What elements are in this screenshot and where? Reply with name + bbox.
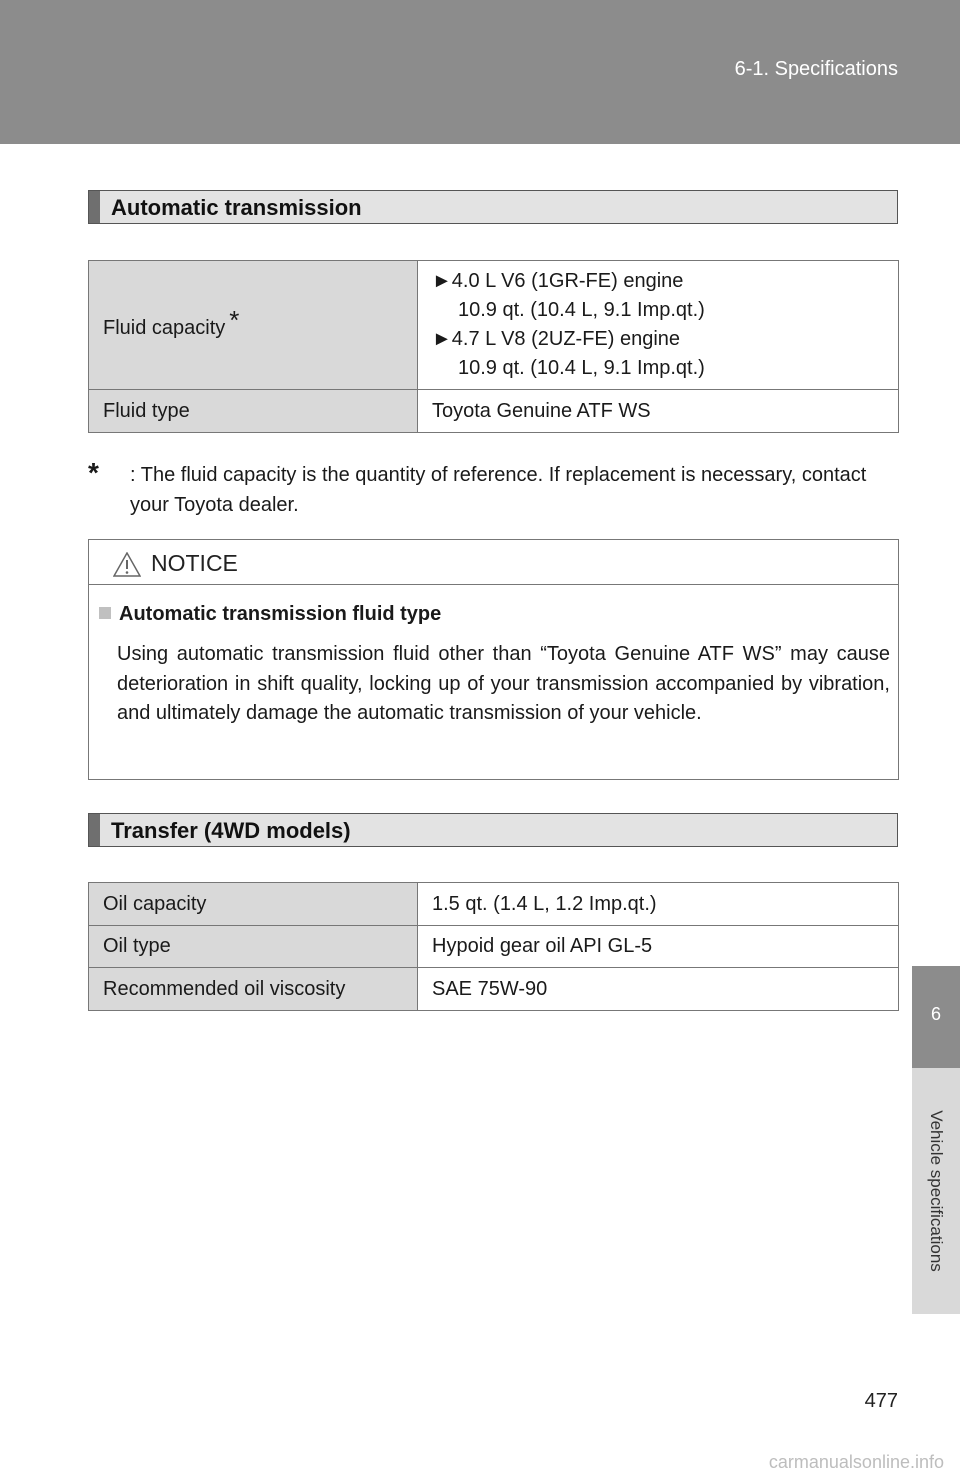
spec-line: ►4.0 L V6 (1GR-FE) engine (432, 270, 684, 292)
table-cell-label: Oil capacity (89, 883, 418, 926)
section-title: Transfer (4WD models) (111, 818, 351, 843)
table-row (89, 390, 899, 433)
table-cell-value (418, 261, 899, 390)
notice-label: NOTICE (151, 550, 238, 576)
notice-box (88, 539, 899, 780)
table-cell-label: Fluid type (89, 390, 418, 433)
notice-header (89, 540, 898, 585)
footnote-mark: * (229, 304, 240, 335)
warning-triangle-icon (113, 552, 141, 577)
spec-line: 10.9 qt. (10.4 L, 9.1 Imp.qt.) (458, 299, 705, 321)
automatic-transmission-table (88, 260, 899, 433)
page-number: 477 (864, 1390, 898, 1412)
notice-subheading (99, 603, 441, 626)
table-cell-label: Recommended oil viscosity (89, 968, 418, 1011)
square-bullet-icon (99, 607, 111, 619)
table-cell-value: 1.5 qt. (1.4 L, 1.2 Imp.qt.) (418, 883, 899, 926)
table-cell-label (89, 261, 418, 390)
chapter-title: 6-1. Specifications (734, 58, 898, 80)
table-row (89, 883, 899, 926)
table-cell-value: SAE 75W-90 (418, 968, 899, 1011)
table-row (89, 968, 899, 1011)
section-header-automatic-transmission (88, 190, 898, 224)
spec-line: ►4.7 L V8 (2UZ-FE) engine (432, 328, 681, 350)
section-header-bar (89, 191, 100, 223)
section-header-bar (89, 814, 100, 846)
table-cell-value: Toyota Genuine ATF WS (418, 390, 899, 433)
transfer-table (88, 882, 899, 1011)
notice-subheading-text: Automatic transmission fluid type (119, 603, 442, 625)
fluid-capacity-label: Fluid capacity (103, 316, 226, 339)
page-header (0, 0, 960, 144)
section-title: Automatic transmission (111, 195, 362, 220)
table-row (89, 261, 899, 390)
table-cell-label: Oil type (89, 926, 418, 968)
section-header-transfer (88, 813, 898, 847)
footnote-star: * (88, 457, 99, 488)
footnote (88, 457, 898, 520)
chapter-tab[interactable] (912, 966, 960, 1068)
table-row (89, 926, 899, 968)
table-cell-value: Hypoid gear oil API GL-5 (418, 926, 899, 968)
footnote-text: : The fluid capacity is the quantity of reference. If replacement is necessary, contact your Toyota dealer. (130, 464, 867, 516)
spec-line: 10.9 qt. (10.4 L, 9.1 Imp.qt.) (458, 357, 705, 379)
chapter-tab-label-area (912, 1068, 960, 1314)
watermark: carmanualsonline.info (768, 1452, 944, 1472)
notice-body: Using automatic transmission fluid other than “Toyota Genuine ATF WS” may cause deterioration in shift quality, locking up of your transmission accompanied by vibration, and ultimately damage the automatic transmission of your vehicle. (117, 643, 890, 724)
chapter-tab-number: 6 (930, 1004, 941, 1024)
chapter-tab-label: Vehicle specifications (927, 1110, 946, 1272)
